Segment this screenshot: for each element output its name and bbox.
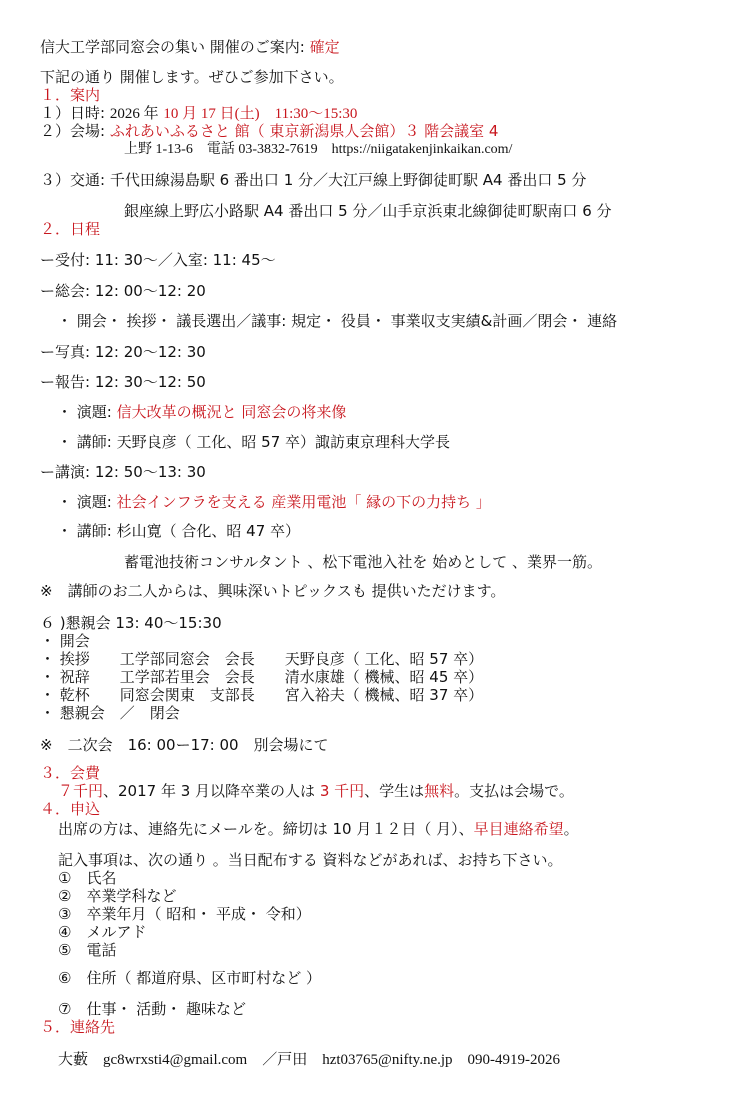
report-topic-line bbox=[57, 403, 346, 421]
schedule-lecture: ー講演: 12: 50〜13: 30 bbox=[40, 463, 206, 481]
field-item-department: ② 卒業学科など bbox=[58, 887, 177, 905]
party-item-toast: ・ 乾杯 同窓会関東 支部長 宮入裕夫（ 機械、昭 37 卒） bbox=[40, 686, 484, 704]
party-item-closing: ・ 懇親会 ／ 閉会 bbox=[40, 704, 180, 722]
section-heading-apply: ４．申込 bbox=[40, 800, 101, 818]
report-speaker-line bbox=[57, 433, 450, 451]
lecture-speaker-bio: 蓄電池技術コンサルタント 、松下電池入社を 始めとして 、業界一筋。 bbox=[124, 553, 602, 571]
section-heading-fee: ３．会費 bbox=[40, 764, 101, 782]
field-item-name: ① 氏名 bbox=[58, 869, 117, 887]
datetime-label: １）日時: bbox=[40, 104, 106, 122]
venue-name: ふれあいふるさと 館（ 東京新潟県人会館）３ 階会議室 4 bbox=[109, 122, 499, 140]
access-route-1: 千代田線湯島駅 6 番出口 1 分／大江戸線上野御徒町駅 A4 番出口 5 分 bbox=[109, 171, 587, 189]
reception-party-heading: ６ )懇親会 13: 40〜15:30 bbox=[40, 614, 222, 632]
venue-line bbox=[40, 122, 498, 140]
access-line-1 bbox=[40, 171, 586, 189]
fee-free: 無料 bbox=[424, 782, 455, 800]
schedule-photo: ー写真: 12: 20〜12: 30 bbox=[40, 343, 206, 361]
lecture-topic-line bbox=[57, 493, 491, 511]
access-route-2: 銀座線上野広小路駅 A4 番出口 5 分／山手京浜東北線御徒町駅南口 6 分 bbox=[124, 202, 612, 220]
report-speaker: 天野良彦（ 工化、昭 57 卒）諏訪東京理科大学長 bbox=[116, 433, 451, 451]
section-heading-info: １．案内 bbox=[40, 86, 101, 104]
status-confirmed: 確定 bbox=[309, 38, 340, 56]
fee-amount-recent-grad: 3 千円 bbox=[319, 782, 365, 800]
apply-end: 。 bbox=[563, 820, 579, 838]
lecture-speaker-line bbox=[57, 522, 300, 540]
party-item-greeting: ・ 挨拶 工学部同窓会 会長 天野良彦（ 工化、昭 57 卒） bbox=[40, 650, 484, 668]
fee-text-3: 。支払は会場で。 bbox=[454, 782, 574, 800]
doc-title: 信大工学部同窓会の集い 開催のご案内: bbox=[40, 38, 305, 56]
fee-line bbox=[58, 782, 574, 800]
apply-text: 出席の方は、連絡先にメールを。締切は 10 月１２日（ 月）、 bbox=[58, 820, 474, 838]
datetime-line bbox=[40, 104, 357, 123]
party-item-congratulations: ・ 祝辞 工学部若里会 会長 清水康雄（ 機械、昭 45 卒） bbox=[40, 668, 484, 686]
apply-line bbox=[58, 820, 579, 838]
fee-text-2: 、学生は bbox=[364, 782, 425, 800]
field-item-address: ⑥ 住所（ 都道府県、区市町村など ） bbox=[58, 969, 321, 987]
field-item-phone: ⑤ 電話 bbox=[58, 941, 117, 959]
section-heading-schedule: ２．日程 bbox=[40, 220, 101, 238]
fields-intro: 記入事項は、次の通り 。当日配布する 資料などがあれば、お持ち下さい。 bbox=[58, 851, 563, 869]
schedule-general-meeting: ー総会: 12: 00〜12: 20 bbox=[40, 282, 206, 300]
lecture-topic: 社会インフラを支える 産業用電池「 縁の下の力持ち 」 bbox=[116, 493, 491, 511]
lecture-topic-label: ・ 演題: bbox=[57, 493, 112, 511]
fee-amount: ７千円 bbox=[58, 782, 104, 800]
schedule-report: ー報告: 12: 30〜12: 50 bbox=[40, 373, 206, 391]
field-item-email: ④ メルアド bbox=[58, 923, 147, 941]
contact-line: 大藪 gc8wrxsti4@gmail.com ／戸田 hzt03765@nifty.ne.jp 090-4919-2026 bbox=[58, 1052, 561, 1068]
fee-text-1: 、2017 年 3 月以降卒業の人は bbox=[103, 782, 316, 800]
intro-text: 下記の通り 開催します。ぜひご参加下さい。 bbox=[40, 68, 344, 86]
party-item-opening: ・ 開会 bbox=[40, 632, 90, 650]
title-line bbox=[40, 38, 340, 56]
section-heading-contact: ５．連絡先 bbox=[40, 1018, 116, 1036]
apply-early-request: 早目連絡希望 bbox=[473, 820, 564, 838]
report-topic: 信大改革の概況と 同窓会の将来像 bbox=[116, 403, 347, 421]
schedule-reception: ー受付: 11: 30〜／入室: 11: 45〜 bbox=[40, 251, 276, 269]
field-item-grad-year: ③ 卒業年月（ 昭和・ 平成・ 令和） bbox=[58, 905, 311, 923]
field-item-work: ⑦ 仕事・ 活動・ 趣味など bbox=[58, 1000, 246, 1018]
datetime-year: 2026 年 bbox=[109, 106, 159, 122]
general-meeting-agenda: ・ 開会・ 挨拶・ 議長選出／議事: 規定・ 役員・ 事業収支実績&計画／閉会・ 連絡 bbox=[57, 312, 618, 330]
speakers-note: ※ 講師のお二人からは、興味深いトピックスも 提供いただけます。 bbox=[40, 582, 506, 600]
second-party-note: ※ 二次会 16: 00ー17: 00 別会場にて bbox=[40, 736, 329, 754]
venue-label: ２）会場: bbox=[40, 122, 106, 140]
access-label: ３）交通: bbox=[40, 171, 106, 189]
venue-address: 上野 1-13-6 電話 03-3832-7619 https://niigatakenjinkaikan.com/ bbox=[124, 142, 513, 157]
report-topic-label: ・ 演題: bbox=[57, 403, 112, 421]
datetime-value: 10 月 17 日(土) 11:30〜15:30 bbox=[163, 106, 358, 122]
report-speaker-label: ・ 講師: bbox=[57, 433, 112, 451]
lecture-speaker-label: ・ 講師: bbox=[57, 522, 112, 540]
lecture-speaker: 杉山寛（ 合化、昭 47 卒） bbox=[116, 522, 301, 540]
